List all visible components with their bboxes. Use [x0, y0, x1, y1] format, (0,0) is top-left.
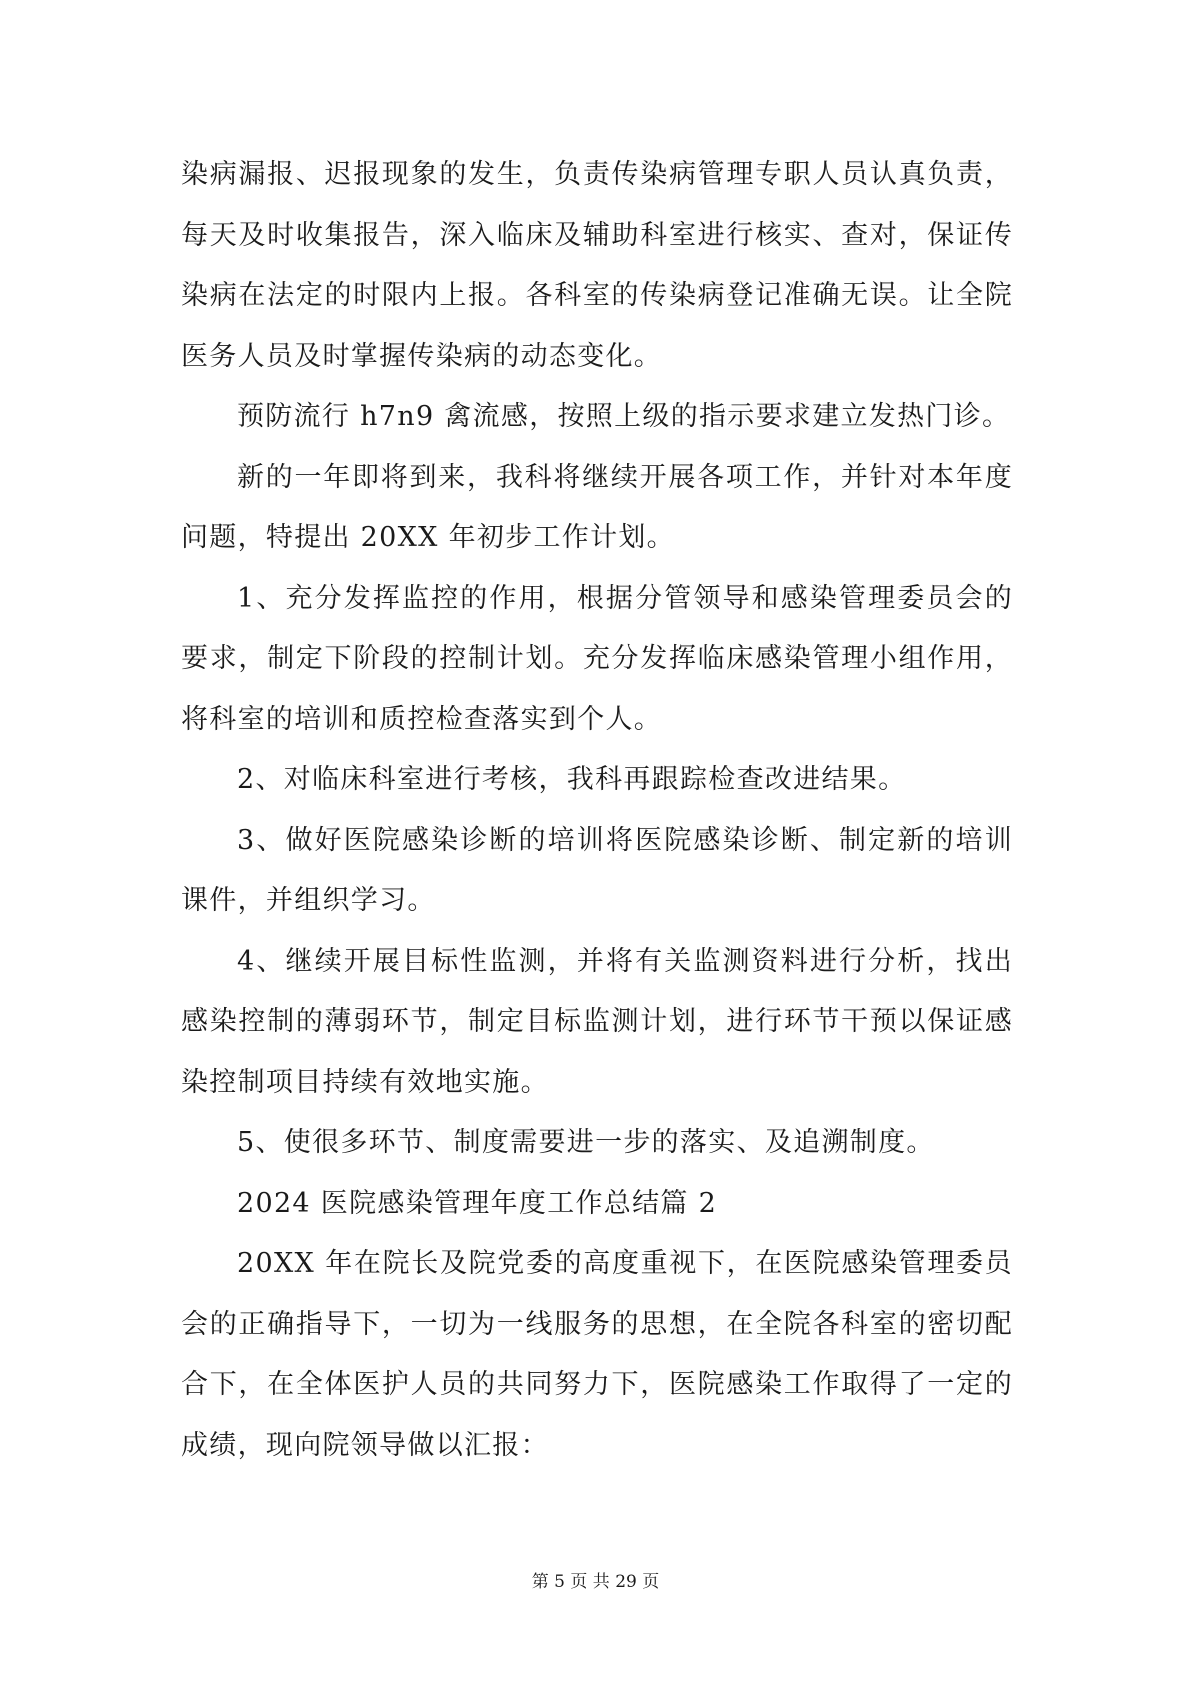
paragraph-h7n9-prevention: 预防流行 h7n9 禽流感，按照上级的指示要求建立发热门诊。 [237, 401, 1011, 432]
document-body [181, 145, 1013, 1476]
paragraph-plan-item-2: 2、对临床科室进行考核，我科再跟踪检查改进结果。 [237, 764, 907, 795]
paragraph-plan-item-4: 4、继续开展目标性监测，并将有关监测资料进行分析，找出感染控制的薄弱环节，制定目标监测计划，进行环节干预以保证感染控制项目持续有效地实施。 [181, 945, 1013, 1098]
page-number-footer: 第 5 页 共 29 页 [531, 1572, 660, 1592]
paragraph-new-year-plan: 新的一年即将到来，我科将继续开展各项工作，并针对本年度问题，特提出 20XX 年初步工作计划。 [181, 461, 1013, 553]
paragraph-plan-item-5: 5、使很多环节、制度需要进一步的落实、及追溯制度。 [237, 1127, 935, 1158]
paragraph-report-intro: 20XX 年在院长及院党委的高度重视下，在医院感染管理委员会的正确指导下，一切为一线服务的思想，在全院各科室的密切配合下，在全体医护人员的共同努力下，医院感染工作取得了一定的成绩，现向院领导做以汇报： [181, 1248, 1013, 1461]
paragraph-plan-item-3: 3、做好医院感染诊断的培训将医院感染诊断、制定新的培训课件，并组织学习。 [181, 824, 1013, 916]
paragraph-continuation: 染病漏报、迟报现象的发生，负责传染病管理专职人员认真负责，每天及时收集报告，深入临床及辅助科室进行核实、查对，保证传染病在法定的时限内上报。各科室的传染病登记准确无误。让全院医务人员及时掌握传染病的动态变化。 [181, 159, 1013, 372]
paragraph-plan-item-1: 1、充分发挥监控的作用，根据分管领导和感染管理委员会的要求，制定下阶段的控制计划。充分发挥临床感染管理小组作用，将科室的培训和质控检查落实到个人。 [181, 582, 1013, 735]
section-heading: 2024 医院感染管理年度工作总结篇 2 [237, 1187, 718, 1219]
